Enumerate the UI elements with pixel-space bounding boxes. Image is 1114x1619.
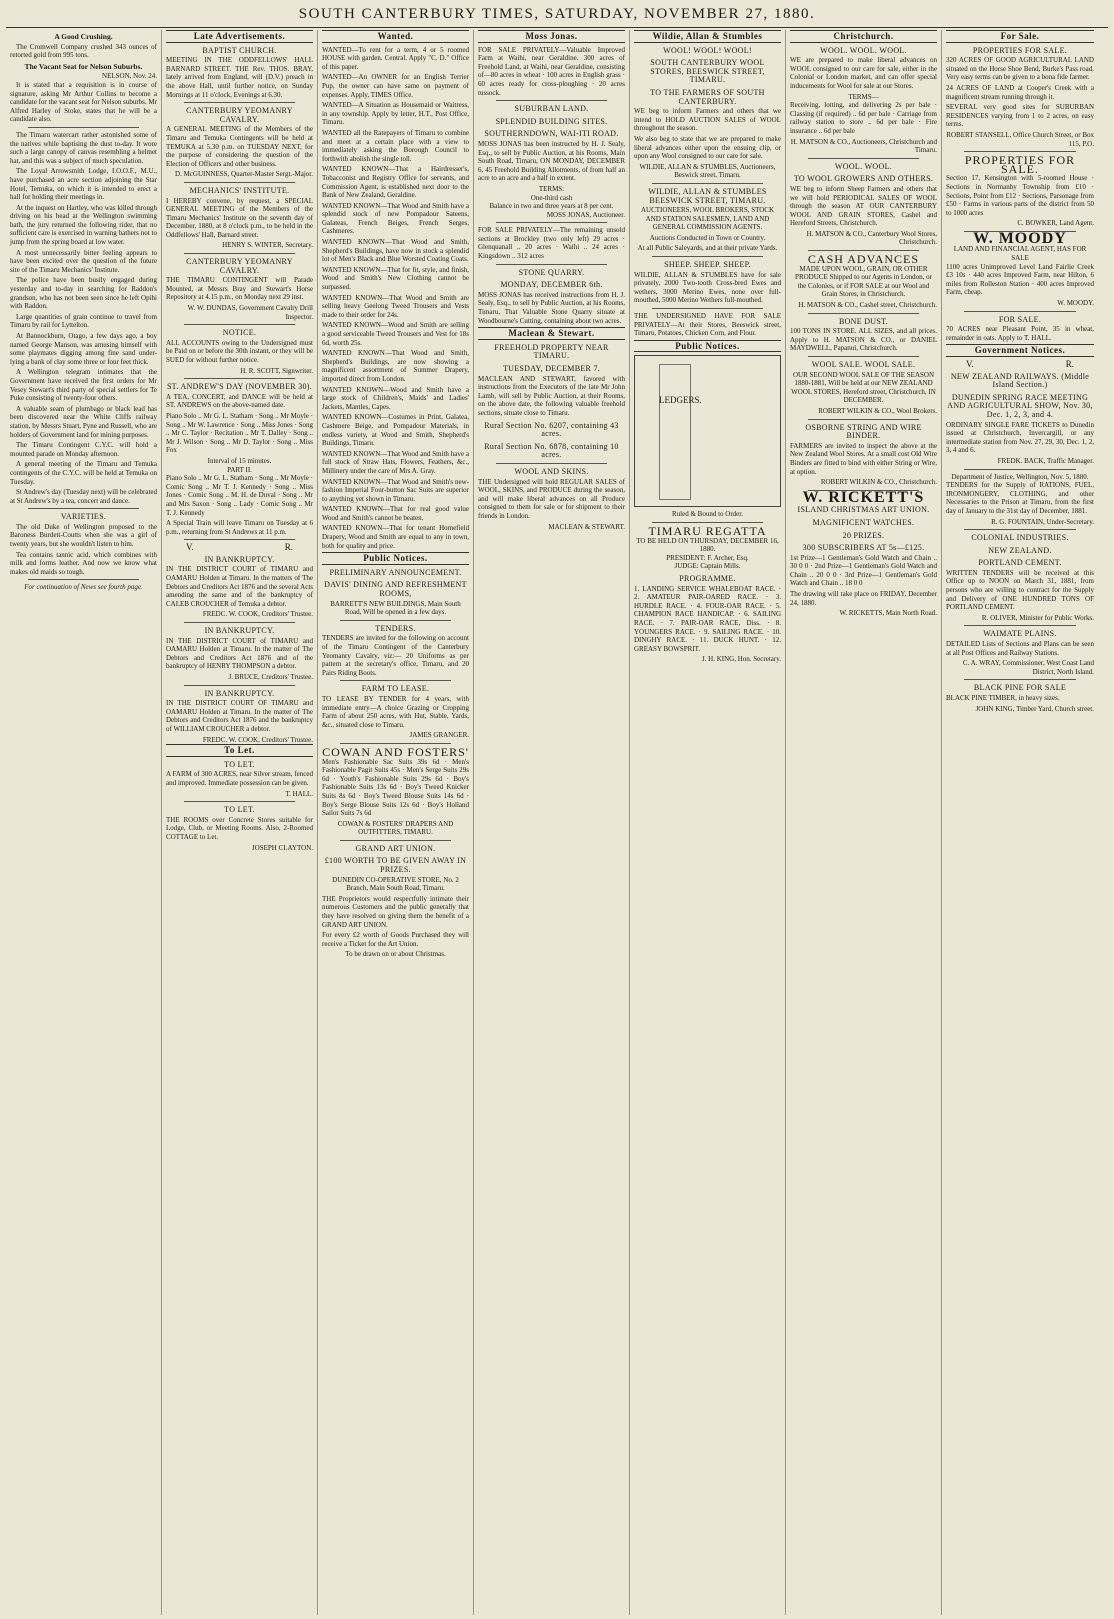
wanted-ad: WANTED KNOWN—That Wood and Smith have a splendid stock of new Pompadour Sateens, Galateas, French Beiges, French Serges, Cashmeres. xyxy=(322,201,469,236)
ad-heading: 300 SUBSCRIBERS AT 5s—£125. xyxy=(802,543,925,553)
paragraph: A general meeting of the Timaru and Temuka contingents of the C.Y.C. will be held at Temuka on Tuesday. xyxy=(10,460,157,486)
ad-heading: BLACK PINE FOR SALE xyxy=(973,683,1067,693)
ad-heading: ST. ANDREW'S DAY (NOVEMBER 30). xyxy=(166,382,313,392)
paragraph: The Timaru watercart rather astonished some of the natives while baptising the dust to-day. It wore such a large canopy of canvas resembling a helmet hat, and this was a subject of much speculation. xyxy=(10,130,157,165)
divider xyxy=(652,522,763,523)
wanted-ad: WANTED—A Situation as Housemaid or Waitress, in any township. Apply by letter, H.T., Post Office, Timaru. xyxy=(322,101,469,127)
divider xyxy=(808,419,919,420)
ad-heading: PROGRAMME. xyxy=(679,573,736,583)
ad-heading: TENDERS. xyxy=(375,623,416,633)
ad-signature: H. R. SCOTT, Signwriter. xyxy=(240,366,313,375)
divider xyxy=(184,182,295,183)
column-christchurch xyxy=(786,30,942,1615)
paragraph: The Cromwell Company crushed 343 ounces of retorted gold from 995 tons. xyxy=(10,42,157,60)
ad-heading: SPLENDID BUILDING SITES. xyxy=(495,116,608,126)
ad-heading: W. MOODY xyxy=(973,229,1067,247)
ad-body: TENDERS are invited for the following on account of the Timaru Contingent of the Canterbury Yeomanry Cavalry, viz:— 20 Uniforms as per pattern at the secretary's office, Timaru, and 20 Pairs Riding Boots. xyxy=(322,634,469,677)
ad-heading: ISLAND CHRISTMAS ART UNION. xyxy=(797,505,930,515)
ad-signature: W. W. DUNDAS, Government Cavalry Drill Inspector. xyxy=(187,304,313,321)
ad-heading: COLONIAL INDUSTRIES. xyxy=(971,533,1069,543)
ad-body: BARRETT'S NEW BUILDINGS, Main South Road, Will be opened in a few days. xyxy=(330,599,461,617)
paragraph: Large quantities of grain continue to travel from Timaru by rail for Lyttelton. xyxy=(10,312,157,330)
part-heading: PART II. xyxy=(227,465,252,474)
ad-heading: WOOL. WOOL. WOOL. xyxy=(820,45,907,55)
ad-heading: MAGNIFICENT WATCHES. xyxy=(812,517,915,527)
ad-heading: CASH ADVANCES xyxy=(807,252,920,267)
race-list: 1. LANDING SERVICE WHALEBOAT RACE. · 2. AMATEUR PAIR-OARED RACE. · 3. HURDLE RACE. · 4. FOUR-OAR RACE. · 5. CHAMPION RACE HANDICAP. · 6. SAILING RACE. · 7. PAIR-OAR RACE, Diss. · 8. YOUNGERS RACE. · 9. SAILING RACE. · 10. DINGHY RACE. · 11. DUCK HUNT. · 12. GREASY BOWSPRIT. xyxy=(634,584,781,653)
paragraph: A Wellington telegram intimates that the Government have received the first orders for Mr Vesey Stewart's third party of special settlers for Te Puke consisting of twenty-four others. xyxy=(10,368,157,403)
ad-body: We also beg to state that we are prepared to make liberal advances either upon the ensuing clip, or upon any Wool consigned to our care for sale. xyxy=(634,134,781,161)
ad-body: WILDIE, ALLAN & STUMBLES have for sale privately, 2000 Two-tooth Cross-bred Ewes and wethers, 3000 Merino Ewes, none over full-mouthed, 5000 Merino Wethers full-mouthed. xyxy=(634,270,781,305)
section-header: Public Notices. xyxy=(322,552,469,565)
divider xyxy=(184,378,295,379)
divider xyxy=(184,324,295,325)
paragraph: It is stated that a requisition is in course of signature, asking Mr Arthur Collins to become a candidate for the vacant seat for Nelson suburbs. Mr Alfred Harley of Stoke, states that he will be a candidate also. xyxy=(10,80,157,124)
divider xyxy=(652,256,763,257)
divider xyxy=(964,311,1076,312)
ad-heading: NEW ZEALAND RAILWAYS. (Middle Island Section.) xyxy=(950,371,1090,390)
ad-signature: JOHN KING, Timber Yard, Church street. xyxy=(975,704,1094,713)
divider xyxy=(964,679,1076,680)
divider xyxy=(184,253,295,254)
ad-heading: 20 PRIZES. xyxy=(842,530,885,540)
ad-body: 320 ACRES OF GOOD AGRICULTURAL LAND situated on the Horse Shoe Bend, Burke's Pass road. Very easy terms can be given to a bona fide farmer. xyxy=(946,56,1094,82)
ad-heading: WOOL. WOOL. xyxy=(834,161,893,171)
divider xyxy=(808,250,919,251)
divider xyxy=(496,463,607,464)
divider xyxy=(340,620,451,621)
ad-signature: FREDC. W. COOK, Creditors' Trustee. xyxy=(202,735,313,744)
section-heading: VARIETIES. xyxy=(60,512,107,522)
ad-heading: SUBURBAN LAND. xyxy=(514,104,589,114)
ad-heading: FREEHOLD PROPERTY NEAR TIMARU. xyxy=(494,342,609,361)
ad-heading: COWAN AND FOSTERS' xyxy=(322,744,469,759)
section-header: Maclean & Stewart. xyxy=(478,327,625,340)
ad-signature: W. RICKETTS, Main North Road. xyxy=(839,609,937,618)
ad-body: TO LEASE BY TENDER for 4 years, with immediate entry—A choice Grazing or Cropping Farm of about 250 acres, with Hut, Stable, Yards, &c., situated close to Timaru. xyxy=(322,694,469,729)
wanted-ad: WANTED KNOWN—Costumes in Print, Galatea, Cashmere Beige, and Pompadour Materials, in endless variety, at Wood and Smith, Shepherd's Buildings, Timaru. xyxy=(322,413,469,448)
ad-heading: WILDIE, ALLAN & STUMBLES BEESWICK STREET, TIMARU. xyxy=(648,186,767,205)
ad-body: MOSS JONAS has received instructions from H. J. Sealy, Esq., to sell by Public Auction, at his Rooms, Timaru, That Valuable Stone Quarry situate at Woodbourne's Cutting, containing about two acres. xyxy=(478,290,625,325)
column-header: Christchurch. xyxy=(790,30,937,43)
column-header: Wildie, Allan & Stumbles xyxy=(634,30,781,43)
property-list: 1100 acres Unimproved Level Land Fairlie Creek £3 10s · 440 acres Improved Farm, near Hilton, 6 miles from Rolleston Station · 400 acres Improved Farm, cheap. xyxy=(946,262,1094,297)
ad-heading: TO LET. xyxy=(224,759,255,769)
divider xyxy=(652,308,763,309)
ad-signature: W. MOODY. xyxy=(1057,299,1094,308)
paragraph: At the inquest on Hartley, who was killed through driving on his head at the Wellington swimming bath, the jury returned the following rider, that no sufficient care is exercised in warning bathers not to jump from the spring board at low water. xyxy=(10,203,157,247)
masthead: SOUTH CANTERBURY TIMES, SATURDAY, NOVEMBER 27, 1880. xyxy=(298,6,816,22)
cipher-r: R. xyxy=(284,542,293,553)
wanted-ad: WANTED KNOWN—That for fit, style, and finish, Wood and Smith's New Clothing cannot be surpassed. xyxy=(322,265,469,292)
masthead-rule xyxy=(6,27,1108,28)
ad-signature: HENRY S. WINTER, Secretary. xyxy=(222,241,313,250)
columns xyxy=(6,30,1108,1615)
section-header: Public Notices. xyxy=(634,340,781,353)
ad-body: I HEREBY convene, by request, a SPECIAL GENERAL MEETING of the Members of the Timaru Mechanics' Institute on the seventh day of December, 1880, at 8 o'clock p.m., to be held in the Oddfellows' Hall, Barnard street. xyxy=(166,196,313,239)
ad-heading: DAVIS' DINING AND REFRESHMENT ROOMS, xyxy=(324,580,467,599)
wanted-ad: WANTED KNOWN—That for real good value Wood and Smith's cannot be beaten. xyxy=(322,505,469,522)
interval-note: Interval of 15 minutes. xyxy=(207,456,272,465)
divider xyxy=(28,579,139,580)
price-list: Men's Fashionable Sac Suits 39s 6d · Men's Fashionable Pagit Suits 45s · Men's Serge Suits 29s 6d · Youth's Fashionable Suits 29s 6d · Boy's Fashionable Suits 13s 6d · Boy's Tweed Knicker Suits 8s 6d · Boy's Tweed Blouse Suits 14s 6d · Boy's Serge Blouse Suits 12s 6d · Boy's Holland Sailor Suits 7s 6d xyxy=(322,757,469,818)
ad-body: SEVERAL very good sites for SUBURBAN RESIDENCES varying from 1 to 2 acres, on easy terms. xyxy=(946,103,1094,129)
ad-signature: R. G. FOUNTAIN, Under-Secretary. xyxy=(991,517,1094,526)
divider xyxy=(496,264,607,265)
ad-body: MACLEAN AND STEWART, favored with instructions from the Executors of the late Mr John Lamb, will sell by Public Auction, at their Rooms, on the above date, the following valuable freehold sections, situate close to Timaru. xyxy=(478,374,625,417)
paragraph: The police have been busily engaged during yesterday and to-day in searching for Raddon's grandson, who has not been seen since he left Opihi with Raddon. xyxy=(10,276,157,311)
divider xyxy=(340,840,451,841)
column-header: Wanted. xyxy=(322,30,469,43)
ad-heading: NEW ZEALAND. xyxy=(988,545,1052,555)
paragraph: The Loyal Arrowsmith Lodge, I.O.O.F., M.U., have purchased an acre section adjoining the Star Hotel, Temuka, on which it is intended to erect a hall for holding their meetings in. xyxy=(10,167,157,202)
divider xyxy=(28,127,139,128)
ad-heading: FOR SALE. xyxy=(998,314,1042,324)
ad-body: To be drawn on or about Christmas. xyxy=(345,950,446,959)
ad-heading: CANTERBURY YEOMANRY CAVALRY. xyxy=(186,257,293,275)
ad-heading: W. RICKETT'S xyxy=(802,488,925,506)
ad-heading: Rural Section No. 6207, containing 43 acres. xyxy=(484,420,619,439)
ad-heading: PROPERTIES FOR SALE. xyxy=(964,153,1076,176)
paragraph: A most unnecessarily bitter feeling appears to have been excited over the question of the future site of the Timaru Mechanics' Institute. xyxy=(10,248,157,274)
ad-heading: GRAND ART UNION. xyxy=(355,843,436,853)
ad-signature: WILDIE, ALLAN & STUMBLES, Auctioneers, Beswick street, Timaru. xyxy=(639,162,776,180)
ad-body: 24 ACRES OF LAND at Cooper's Creek with a magnificent stream running through it. xyxy=(946,83,1094,101)
paragraph: Tea contains tannic acid, which combines with milk and forms leather. And now we know what makes old maids so tough. xyxy=(10,550,157,576)
royal-cipher xyxy=(166,543,313,552)
ad-body: 70 ACRES near Pleasant Point, 35 in wheat, remainder in oats. Apply to T. HALL. xyxy=(946,325,1094,342)
dateline: NELSON, Nov. 24. xyxy=(102,72,157,81)
ad-heading: IN BANKRUPTCY. xyxy=(204,688,275,698)
ad-body: ALL ACCOUNTS owing to the Undersigned must be Paid on or before the 30th instant, or they will be SUED for without further notice. xyxy=(166,338,313,364)
divider xyxy=(184,801,295,802)
wanted-ad: WANTED KNOWN—That Wood and Smith have a full stock of Straw Hats, Flowers, Feathers, &c., Millinery under the care of Mrs A. Gray. xyxy=(322,449,469,475)
ad-heading: TO WOOL GROWERS AND OTHERS. xyxy=(793,174,934,184)
ad-signature: JOSEPH CLAYTON. xyxy=(251,843,313,852)
wanted-ad: WANTED KNOWN—Wood and Smith have a large stock of Children's, Maids' and Ladies' Jackets, Mantles, Capes. xyxy=(322,385,469,411)
divider xyxy=(496,100,607,101)
ad-body: THE ROOMS over Concrete Stores suitable for Lodge, Club, or Meeting Rooms. Also, 2-Roomed COTTAGE to Let. xyxy=(166,815,313,841)
prize-list: 1st Prize—1 Gentleman's Gold Watch and Chain .. 30 0 0 · 2nd Prize—1 Gentleman's Gold Watch and Chain .. 20 0 0 · 3rd Prize—1 Gentleman's Gold Watch and Chain .. 18 0 0 xyxy=(790,553,937,588)
ad-body: WRITTEN TENDERS will be received at this Office up to NOON on March 31, 1881, from persons who are willing to contract for the Supply and Delivery of ONE HUNDRED TONS OF PORTLAND CEMENT. xyxy=(946,568,1094,612)
column-wanted xyxy=(318,30,474,1615)
continuation-note: For continuation of News see fourth page. xyxy=(24,583,143,592)
wanted-ad: WANTED KNOWN—That a Hairdresser's, Tobacconist and Registry Office for servants, and Commission Agent, is established next door to the Bank of New Zealand, Geraldine. xyxy=(322,165,469,200)
programme-list: Piano Solo .. Mr G. L. Statham · Song .. Mr Moyle · Comic Song .. Mr T. J. Kennedy · Song .. Miss Jones · Comic Song .. M. H. de Duval · Song .. Mr and Mrs Saxon · Song .. Lady · Comic Song .. Mr T. J. Kennedy xyxy=(166,474,313,517)
divider xyxy=(28,508,139,509)
cipher-v: V. xyxy=(966,359,974,369)
divider xyxy=(652,183,763,184)
divider xyxy=(808,313,919,314)
ad-signature: R. OLIVER, Minister for Public Works. xyxy=(981,613,1094,622)
ad-body: THE Undersigned will hold REGULAR SALES of WOOL, SKINS, and PRODUCE during the season, and will make liberal advances on all Produce consigned to them for sale or for shipment to their friends in London. xyxy=(478,477,625,520)
ledger-label: LEDGERS. xyxy=(659,395,702,406)
ad-signature: ROBERT WILKIN & CO., Christchurch. xyxy=(820,478,937,487)
divider xyxy=(964,625,1076,626)
ad-signature: T. HALL. xyxy=(285,789,313,798)
wanted-ad: WANTED KNOWN—That Wood and Smith, Shepherd's Buildings, have now in stock a splendid lot of Men's Black and Blue Worsted Coating Coats. xyxy=(322,238,469,264)
paragraph: The Timaru Contingent C.Y.C. will hold a mounted parade on Monday afternoon. xyxy=(10,441,157,458)
ad-body: THE Proprietors would respectfully intimate their numerous Customers and the public generally that they have resolved on giving them the benefit of a GRAND ART UNION. xyxy=(322,894,469,929)
ad-heading: FARM TO LEASE. xyxy=(361,684,430,694)
divider xyxy=(964,151,1076,152)
ad-body: The drawing will take place on FRIDAY, December 24, 1880. xyxy=(790,590,937,607)
ad-heading: WAIMATE PLAINS. xyxy=(983,629,1057,639)
ad-heading: TUESDAY, DECEMBER 7. xyxy=(502,364,601,373)
ad-body: WE beg to inform Sheep Farmers and others that we will hold PERIODICAL SALES OF WOOL through the season AT OUR CANTERBURY WOOL AND GRAIN STORES, Cashel and Hereford Streets, Christchurch. xyxy=(790,184,937,228)
ad-heading: IN BANKRUPTCY. xyxy=(204,626,275,636)
ad-signature: MOSS JONAS, Auctioneer. xyxy=(546,210,625,219)
ad-body: IN THE DISTRICT COURT of TIMARU and OAMARU Holden at Timaru. In the matters of The Debtors and Creditors Act 1876 and the several Acts amending the same and of the bankruptcy of CALEB CROUCHER of Temuka a debtor. xyxy=(166,565,313,608)
ad-heading: NOTICE. xyxy=(222,328,257,338)
ad-body: BLACK PINE TIMBER, in heavy sizes. xyxy=(946,694,1060,702)
ad-body: JUDGE: Captain Mills. xyxy=(674,562,741,571)
wanted-ad: WANTED KNOWN—That Wood and Smith's new-fashion Imperial Four-button Sac Suits are superior to anything yet shown in Timaru. xyxy=(322,477,469,503)
divider xyxy=(340,680,451,681)
ad-heading: MONDAY, DECEMBER 6th. xyxy=(500,280,603,290)
ad-body: TENDERS for the Supply of RATIONS, FUEL, IRONMONGERY, CLOTHING, and other Necessaries to the Prison at Timaru, from the first day of January to the 31st day of December, 1881. xyxy=(946,481,1094,515)
ad-signature: FREDC. W. COOK, Creditors' Trustee. xyxy=(202,610,313,619)
ad-body: Ruled & Bound to Order. xyxy=(672,510,743,519)
divider xyxy=(964,529,1076,530)
property-list: Section 17, Kensington with 5-roomed House · Sections in Normanby Township from £10 · Sections, Point from £12 · Sections, Parsonage from £50 · Farms in various parts of the district from 50 to 1000 acres xyxy=(946,174,1094,217)
ad-signature: C. BOWKER, Land Agent. xyxy=(1017,219,1094,228)
headline: The Vacant Seat for Nelson Suburbs. xyxy=(24,61,143,71)
ad-body: A TEA, CONCERT, and DANCE will be held at ST. ANDREWS on the above-named date. xyxy=(166,392,313,410)
ad-body: LAND AND FINANCIAL AGENT, HAS FOR SALE xyxy=(953,245,1087,263)
ad-body: FOR SALE PRIVATELY—Valuable Improved Farm at Waihi, near Geraldine. 300 acres of Freehold Land, at Waihi, near Geraldine, consisting of—80 acres in wheat · 100 acres in English grass · 60 acres ready for cross-ploughing · 20 acres tussock. xyxy=(478,45,625,97)
ad-heading: TO LET. xyxy=(224,805,255,815)
ad-body: PRESIDENT: F. Archer, Esq. xyxy=(666,553,749,562)
terms-heading: TERMS: xyxy=(538,184,565,193)
wanted-ad: WANTED—To rent for a term, 4 or 5 roomed HOUSE with garden. Central. Apply "C. D." Office of this paper. xyxy=(322,45,469,71)
column-header: Moss Jonas. xyxy=(478,30,625,43)
ad-heading: £100 WORTH TO BE GIVEN AWAY IN PRIZES. xyxy=(324,856,467,875)
column-moss-jonas xyxy=(474,30,630,1615)
ad-body: AUCTIONEERS, WOOL BROKERS, STOCK AND STATION SALESMEN, LAND AND GENERAL COMMISSION AGENTS. xyxy=(640,206,775,232)
ad-body: FOR SALE PRIVATELY—The remaining unsold sections at Brockley (two only left) 29 acres · Glenquanall .. 20 acres · Waihi .. 24 acres · Kingsdown .. 312 acres xyxy=(478,226,625,261)
terms-heading: TERMS— xyxy=(848,92,879,101)
terms-line: Balance in two and three years at 8 per cent. xyxy=(489,202,614,211)
terms-list: Receiving, lotting, and delivering 2s per bale · Classing (if required) .. 6d per bale · Carriage from railway station to store .. 6d per bale · Fire insurance .. 6d per bale xyxy=(790,101,937,135)
ad-body: WE beg to inform Farmers and others that we intend to HOLD AUCTION SALES of WOOL throughout the season. xyxy=(634,107,781,133)
ad-body: ORDINARY SINGLE FARE TICKETS to Dunedin issued at Christchurch, Invercargill, or any intermediate station from Nov. 27, 29, 30, Dec. 1, 2, 3, 4 and 6. xyxy=(946,420,1094,455)
divider xyxy=(808,356,919,357)
ad-body: A FARM of 300 ACRES, near Silver stream, fenced and improved. Immediate possession can be given. xyxy=(166,770,313,787)
ad-heading: WOOL AND SKINS. xyxy=(514,466,589,476)
column-wildie-allan xyxy=(630,30,786,1615)
ad-heading: WOOL SALE. WOOL SALE. xyxy=(811,360,916,369)
terms-line: One-third cash xyxy=(530,193,573,202)
ad-body: At all Public Saleyards, and at their private Yards. xyxy=(637,244,778,253)
paragraph: At Bannockburn, Otago, a few days ago, a boy named George Manson, was amusing himself with some playmates digging among fine sand under-lying a bank of clay some three or four feet thick. xyxy=(10,332,157,366)
ad-body: WE are prepared to make liberal advances on WOOL consigned to our care for sale, either in the Colonial or London market, and can offer special inducements for Wool for sale at our Stores. xyxy=(790,56,937,90)
divider xyxy=(184,622,295,623)
stationery-advertisement xyxy=(634,355,781,507)
column-for-sale xyxy=(942,30,1098,1615)
divider xyxy=(184,102,295,103)
ad-signature: J. H. KING, Hon. Secretary. xyxy=(701,655,781,664)
ad-body: OUR SECOND WOOL SALE OF THE SEASON 1880-1881, Will be held at our NEW ZEALAND WOOL STORES, Hereford street, Christchurch, IN DECEMBER. xyxy=(791,370,936,405)
ad-body: THE UNDERSIGNED HAVE FOR SALE PRIVATELY—At their Stores, Beeswick street, Timaru, Potatoes, Chicken Corn, and Flour. xyxy=(634,312,781,338)
divider xyxy=(496,222,607,223)
paragraph: St Andrew's day (Tuesday next) will be celebrated at St Andrew's by a tea, concert and dance. xyxy=(10,488,157,505)
cipher-v: V. xyxy=(186,542,194,553)
ad-heading: BONE DUST. xyxy=(838,316,889,326)
ad-heading: SOUTH CANTERBURY WOOL STORES, BEESWICK STREET, TIMARU. xyxy=(650,58,765,85)
column-header: Late Advertisements. xyxy=(166,30,313,43)
ad-body: IN THE DISTRICT COURT OF TIMARU and OAMARU Holden at Timaru. In the matter of The Debtors and Creditors Act 1876 and the bankruptcy of WILLIAM CROUCHER a debtor. xyxy=(166,699,313,733)
ad-heading: Rural Section No. 6878, containing 10 acres. xyxy=(484,441,619,460)
ad-heading: SOUTHERNDOWN, WAI-ITI ROAD. xyxy=(484,129,619,139)
ad-heading: PORTLAND CEMENT. xyxy=(978,558,1062,568)
ad-heading: SHEEP. SHEEP. SHEEP. xyxy=(664,260,751,270)
ad-signature: FREDK. BACK, Traffic Manager. xyxy=(997,456,1094,465)
ad-heading: CANTERBURY YEOMANRY CAVALRY. xyxy=(186,106,293,124)
ad-signature: MACLEAN & STEWART. xyxy=(548,522,625,531)
ad-body: MEETING IN THE ODDFELLOWS' HALL BARNARD STREET. THE Rev. THOS. BRAY, lately arrived from England, will (D.V.) preach in the above Hall, until further notice, on Sunday Mornings at 11 o'clock, Evenings at 6.30. xyxy=(166,56,313,99)
ad-signature: ROBERT STANSELL, Office Church Street, or Box 115, P.O. xyxy=(946,130,1094,148)
wanted-ad: WANTED KNOWN—That Wood and Smith, Shepherd's Buildings, are now showing a magnificent assortment of Summer Drapery, imported direct from London. xyxy=(322,349,469,383)
ad-signature: D. McGUINNESS, Quarter-Master Sergt.-Major. xyxy=(175,170,313,179)
ad-heading: PRELIMINARY ANNOUNCEMENT. xyxy=(329,567,462,577)
ad-body: DETAILED Lists of Sections and Plans can be seen at all Post Offices and Railway Stations. xyxy=(946,640,1094,657)
ad-body: Department of Justice, Wellington, Nov. 5, 1880. xyxy=(951,472,1089,481)
wanted-ad: WANTED KNOWN—Wood and Smith are selling a good serviceable Tweed Trousers and Vest for 18s 6d, worth 25s. xyxy=(322,321,469,347)
ad-heading: OSBORNE STRING AND WIRE BINDER. xyxy=(805,422,922,441)
ad-body: MOSS JONAS has been instructed by H. J. Sealy, Esq., to sell by Public Auction, at his Rooms, Main South Road, Timaru, ON MONDAY, DECEMBER 6, 45 Freehold Building Allotments, of from half an acre to an acre and a half in extent. xyxy=(478,139,625,183)
ad-body: FARMERS are invited to inspect the above at the New Zealand Wool Stores. At a small cost Old Wire Binders are fitted to bind with either String or Wire, at option. xyxy=(790,441,937,476)
ad-heading: IN BANKRUPTCY. xyxy=(204,554,275,564)
ad-signature: COWAN & FOSTERS' DRAPERS AND OUTFITTERS, TIMARU. xyxy=(337,819,454,837)
programme-list: Piano Solo .. Mr G. L. Statham · Song .. Mr Moyle · Song .. Mr W. Lawrence · Song .. Miss Jones · Song .. Mr C. Taylor · Recitation .. Mr T. Dalley · Song .. Mr J. Wilson · Song .. Mr D. Taylor · Song .. Miss Fox xyxy=(166,411,313,455)
cipher-r: R. xyxy=(1065,359,1074,369)
ad-body: TO BE HELD ON THURSDAY, DECEMBER 16, 1880. xyxy=(636,536,779,554)
column-late-advertisements xyxy=(162,30,318,1615)
ad-body: 100 TONS IN STORE. ALL SIZES, and all prices. Apply to H. MATSON & CO., or DANIEL MAYDWELL, Papanui, Christchurch. xyxy=(790,327,937,353)
ad-signature: J. BRUCE, Creditors' Trustee. xyxy=(228,673,313,681)
ad-body: MADE UPON WOOL, GRAIN, OR OTHER PRODUCE Shipped to our Agents in London, or the Colonies, or if FOR SALE at our Wool and Grain Stores, in Christchurch. xyxy=(795,264,932,299)
ad-body: For every £2 worth of Goods Purchased they will receive a Ticket for the Art Union. xyxy=(322,931,469,948)
ad-signature: H. MATSON & CO., Cashel street, Christchurch. xyxy=(798,301,937,310)
ledger-illustration xyxy=(659,364,702,500)
ad-heading: WOOL! WOOL! WOOL! xyxy=(663,45,752,55)
ad-heading: TIMARU REGATTA xyxy=(648,524,767,538)
ad-heading: BAPTIST CHURCH. xyxy=(202,45,277,55)
ad-signature: C. A. WRAY, Commissioner, West Coast Land District, North Island. xyxy=(962,659,1094,676)
divider xyxy=(340,743,451,744)
ad-signature: H. MATSON & CO., Canterbury Wool Stores, Christchurch. xyxy=(806,229,937,247)
section-header: Government Notices. xyxy=(946,344,1094,357)
ad-signature: H. MATSON & CO., Auctioneers, Christchurch and Timaru. xyxy=(790,137,937,155)
divider xyxy=(964,469,1076,470)
ad-body: A GENERAL MEETING of the Members of the Timaru and Temuka Contingents will be held at TEMUKA at 5.30 p.m. on TUESDAY NEXT, for the purpose of considering the question of the Election of Officers and other business. xyxy=(166,125,313,168)
divider xyxy=(184,685,295,686)
ad-signature: JAMES GRANGER. xyxy=(409,731,469,740)
ad-heading: STONE QUARRY. xyxy=(518,267,585,277)
ad-heading: PROPERTIES FOR SALE. xyxy=(972,45,1068,55)
ad-body: IN THE DISTRICT COURT of TIMARU and OAMARU Holden at Timaru. In the matter of The Debtors and Creditors Act 1876 and of the bankruptcy of HENRY THOMPSON a debtor. xyxy=(166,636,313,671)
ad-heading: DUNEDIN SPRING RACE MEETING AND AGRICULTURAL SHOW, Nov. 30, Dec. 1, 2, 3, and 4. xyxy=(947,392,1093,419)
headline: A Good Crushing. xyxy=(54,32,113,41)
paragraph: A valuable seam of plumbago or black lead has been discovered near the White Cliffs railway station, by Messrs Stuart, Pyne and Russell, who are holders of Government land for mining purposes. xyxy=(10,404,157,439)
wanted-ad: WANTED KNOWN—That Wood and Smith are selling heavy Geelong Tweed Trousers and Vests made to their order for 24s. xyxy=(322,293,469,319)
wanted-ad: WANTED KNOWN—That for tenant Homefield Drapery, Wood and Smith are equal to any in town, both for quality and price. xyxy=(322,524,469,550)
divider xyxy=(808,158,919,159)
column-header: For Sale. xyxy=(946,30,1094,43)
paragraph: The old Duke of Wellington proposed to the Baroness Burdett-Coutts when she was a girl of twenty years, but she wouldn't listen to him. xyxy=(10,522,157,549)
ad-body: DUNEDIN CO-OPERATIVE STORE, No. 2 Branch, Main South Road, Timaru. xyxy=(332,875,459,893)
ad-body: Auctions Conducted in Town or Country. xyxy=(649,233,766,242)
section-header: To Let. xyxy=(166,744,313,757)
wanted-ad: WANTED—An OWNER for an English Terrier Pup, the owner can have same on payment of expenses. Apply, TIMES Office. xyxy=(322,73,469,99)
wanted-ad: WANTED all the Ratepayers of Timaru to combine and meet at a certain place with a view to immediately asking the Borough Council to forthwith abolish the single toll. xyxy=(322,128,469,163)
divider xyxy=(184,539,295,540)
ad-body: THE TIMARU CONTINGENT will Parade Mounted, at Messrs Bray and Stewart's Horse Repository at 4.15 p.m., on Monday next 29 inst. xyxy=(166,276,313,302)
ad-body: A Special Train will leave Timaru on Tuesday at 6 p.m., returning from St Andrews at 11 p.m. xyxy=(166,519,313,536)
column-news xyxy=(6,30,162,1615)
ad-heading: MECHANICS' INSTITUTE. xyxy=(189,185,290,195)
ad-heading: TO THE FARMERS OF SOUTH CANTERBURY. xyxy=(650,87,765,106)
ad-signature: ROBERT WILKIN & CO., Wool Brokers. xyxy=(818,406,937,415)
royal-cipher xyxy=(946,360,1094,369)
